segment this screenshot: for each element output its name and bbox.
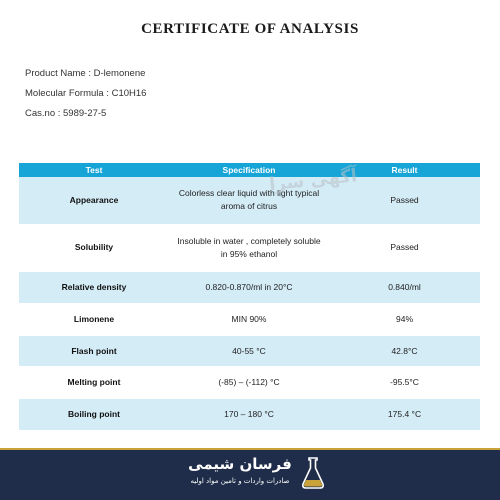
test-name: Limonene [19, 303, 169, 335]
analysis-table [19, 163, 480, 431]
table-row [19, 335, 480, 367]
result: 175.4 °C [329, 399, 480, 431]
cas-number: Cas.no : 5989-27-5 [25, 108, 107, 119]
specification: Colorless clear liquid with light typical aroma of citrus [169, 177, 329, 224]
test-name: Melting point [19, 367, 169, 399]
header-test: Test [19, 163, 169, 177]
test-name: Boiling point [19, 399, 169, 431]
table-row [19, 303, 480, 335]
molecular-formula: Molecular Formula : C10H16 [25, 88, 147, 99]
result: 0.840/ml [329, 272, 480, 304]
table-row [19, 177, 480, 224]
result: Passed [329, 224, 480, 272]
result: 42.8°C [329, 335, 480, 367]
page-title: CERTIFICATE OF ANALYSIS [141, 21, 359, 37]
result: 94% [329, 303, 480, 335]
test-name: Appearance [19, 177, 169, 224]
table-row [19, 224, 480, 272]
test-name: Solubility [19, 224, 169, 272]
table-row [19, 399, 480, 431]
table-header-row [19, 163, 480, 177]
flask-logo-icon [300, 456, 326, 490]
table-row [19, 367, 480, 399]
result: Passed [329, 177, 480, 224]
result: -95.5°C [329, 367, 480, 399]
specification: 0.820-0.870/ml in 20°C [169, 272, 329, 304]
header-result: Result [329, 163, 480, 177]
table-row [19, 272, 480, 304]
test-name: Relative density [19, 272, 169, 304]
product-name: Product Name : D-lemonene [25, 68, 146, 79]
header-specification: Specification [169, 163, 329, 177]
specification: 40-55 °C [169, 335, 329, 367]
specification: 170 – 180 °C [169, 399, 329, 431]
brand-tagline: صادرات واردات و تامین مواد اولیه [190, 477, 290, 485]
test-name: Flash point [19, 335, 169, 367]
brand-name: فرسان شیمی [188, 455, 292, 473]
specification: (-85) – (-112) °C [169, 367, 329, 399]
specification: Insoluble in water , completely soluble in 95% ethanol [169, 224, 329, 272]
specification: MIN 90% [169, 303, 329, 335]
watermark: آگهی سرا [268, 165, 359, 196]
